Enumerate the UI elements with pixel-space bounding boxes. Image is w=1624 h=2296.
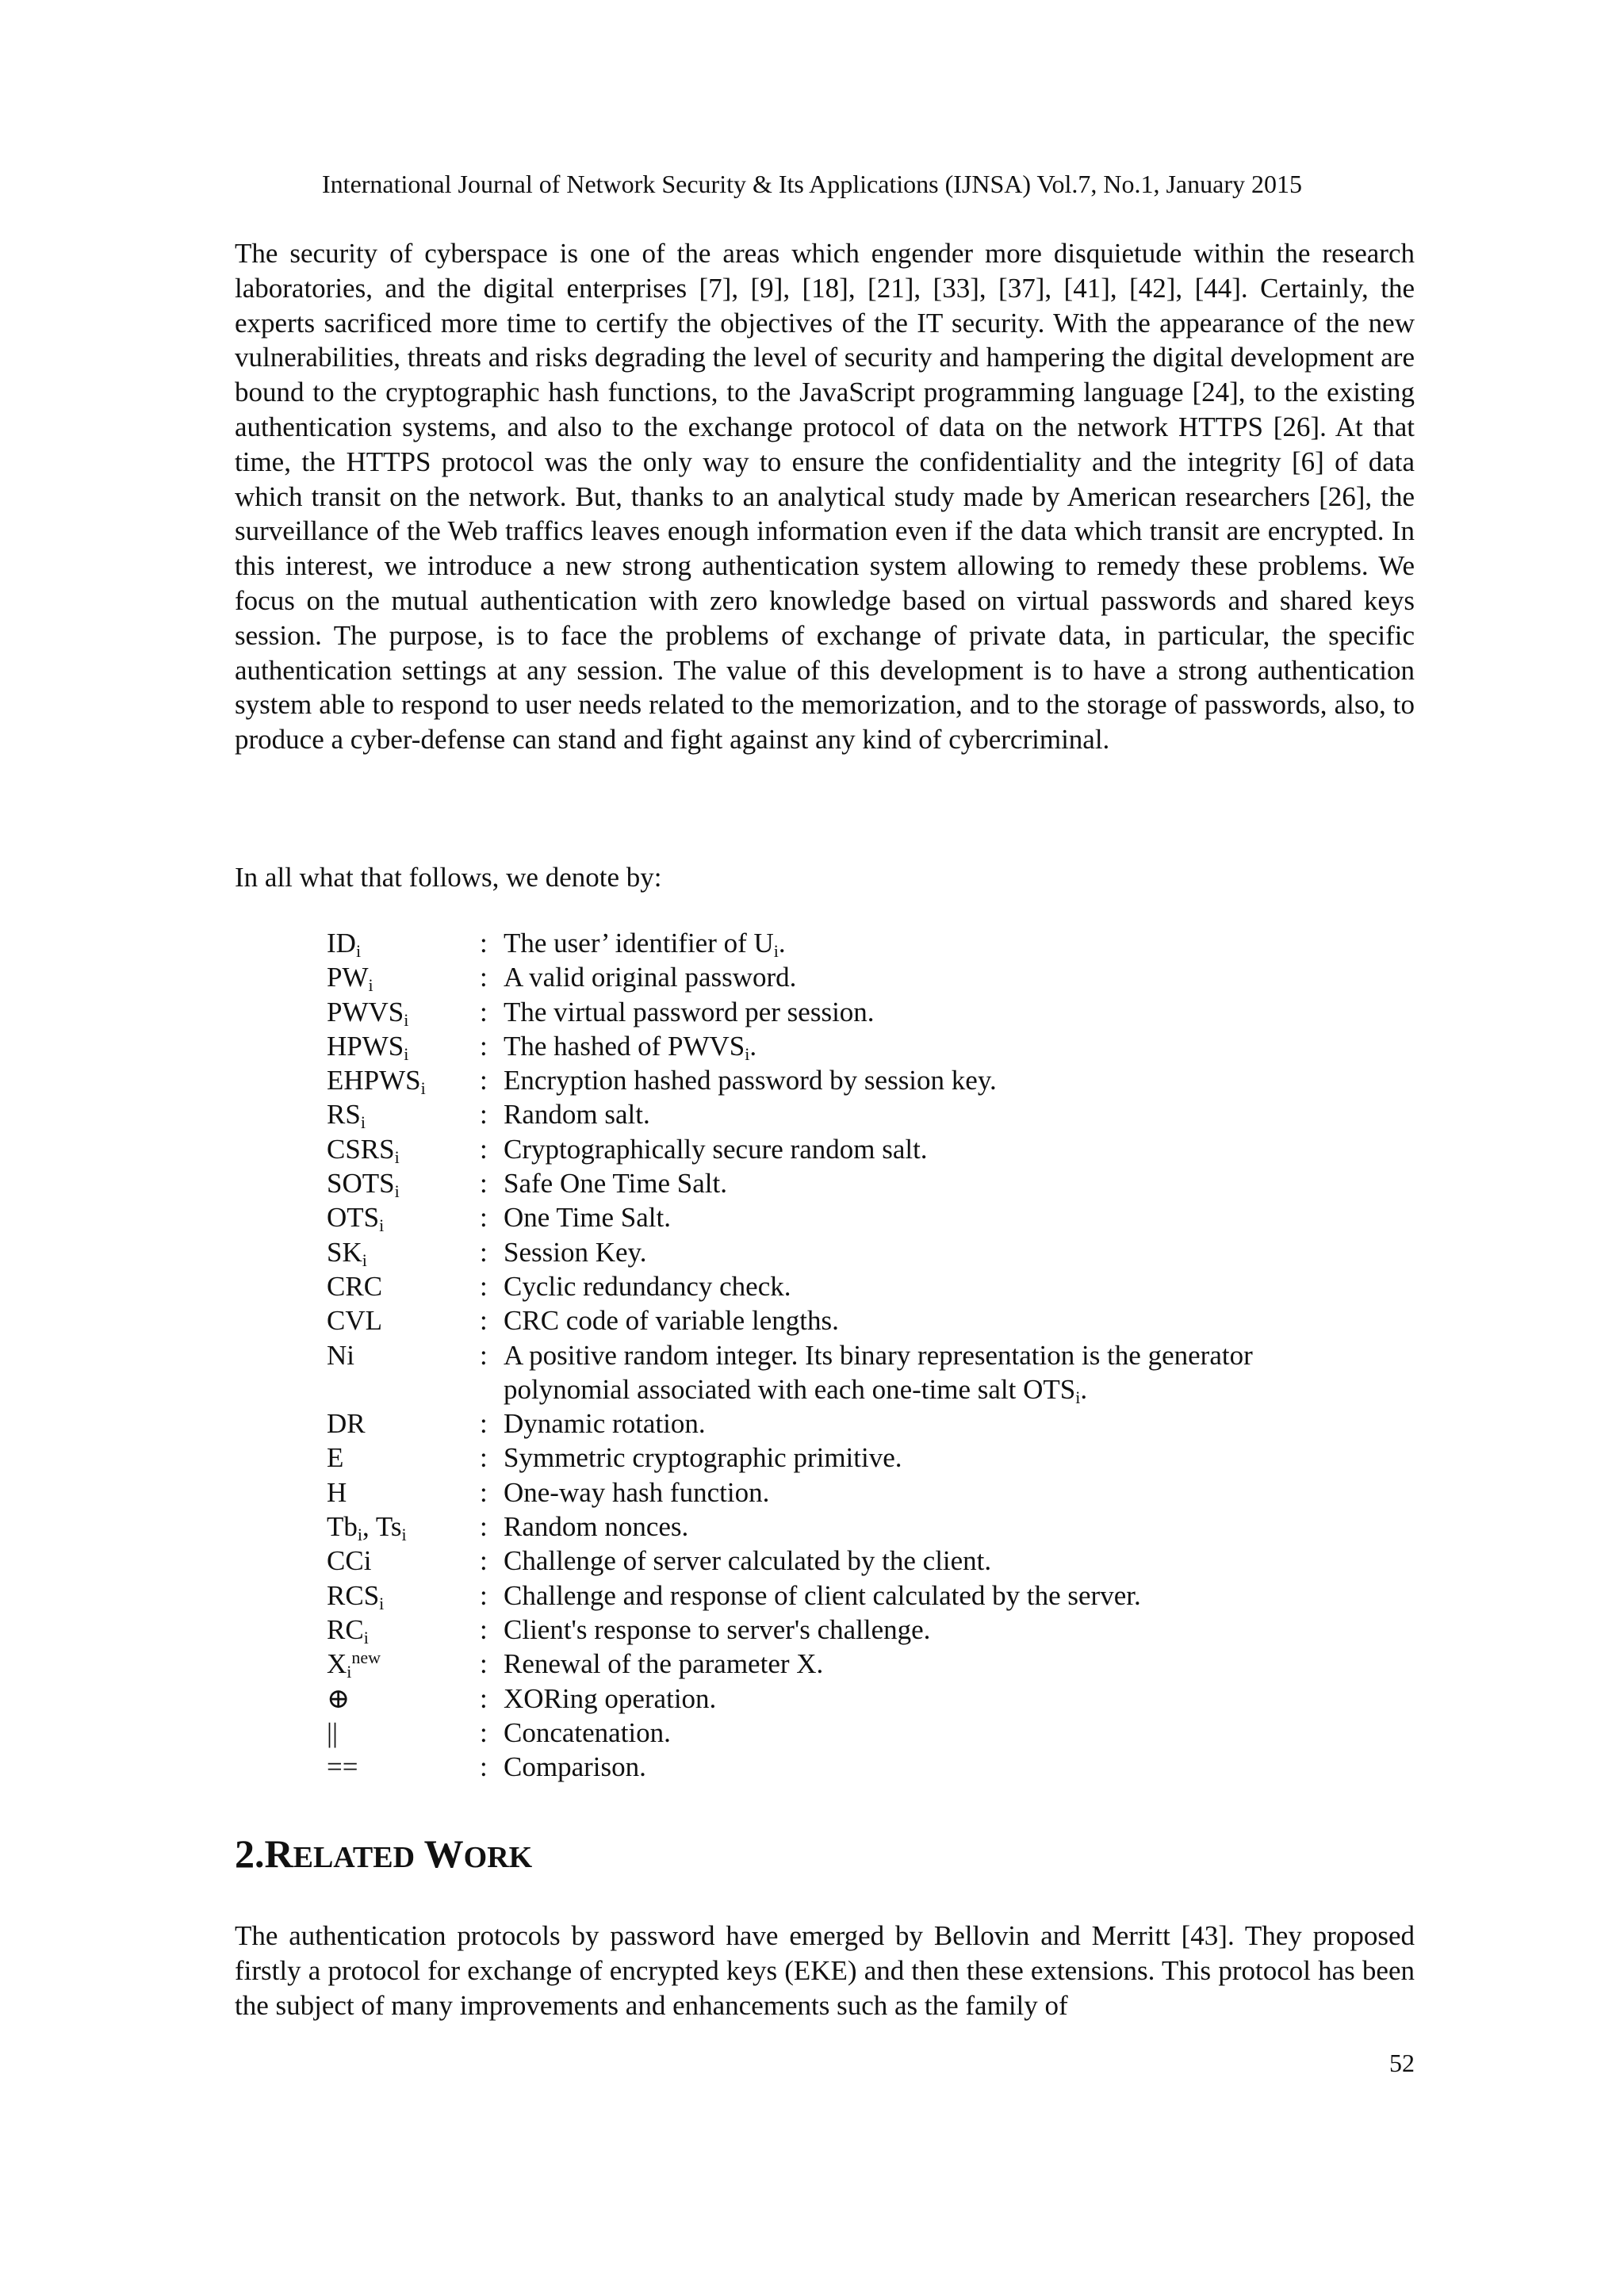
notation-symbol: $SOTS_i$ (327, 1168, 400, 1202)
notation-symbol: ⊕ (327, 1682, 350, 1714)
colon: : (480, 1236, 488, 1268)
symbol-superscript: new (351, 1647, 381, 1668)
notation-symbol: H (327, 1476, 347, 1508)
symbol-subscript: i (404, 1009, 409, 1030)
symbol-subscript: i (362, 1249, 367, 1270)
notation-symbol: $ID_i$ (327, 928, 362, 961)
notation-row (327, 1097, 1421, 1131)
notation-row (327, 1716, 1421, 1750)
notation-symbol: $EHPWS_i$ (327, 1065, 426, 1099)
notation-row (327, 1166, 1421, 1200)
notation-row (327, 1544, 1421, 1578)
colon: : (480, 1716, 488, 1748)
notation-row (327, 1647, 1421, 1681)
intro-paragraph: The security of cyberspace is one of the areas which engender more disquietude within the research laboratories, and the digital enterprises [7], [9], [18], [21], [33], [37], [41], [42], [44]. Certainly, the experts sacrificed more time to certify the objectives of the IT security. With the appearance of the new vulnerabilities, threats and risks degrading the level of security and hampering the digital development are bound to the cryptographic hash functions, to the JavaScript programming language [24], to the existing authentication systems, and also to the exchange protocol of data on the network HTTPS [26]. At that time, the HTTPS protocol was the only way to ensure the confidentiality and the integrity [6] of data which transit on the network. But, thanks to an analytical study made by American researchers [26], the surveillance of the Web traffics leaves enough information even if the data which transit are encrypted. In this interest, we introduce a new strong authentication system allowing to remedy these problems. We focus on the mutual authentication with zero knowledge based on virtual passwords and shared keys session. The purpose, is to face the problems of exchange of private data, in particular, the specific authentication settings at any session. The value of this development is to have a strong authentication system able to respond to user needs related to the memorization, and to the storage of passwords, also, to produce a cyber-defense can stand and fight against any kind of cybercriminal. (235, 238, 1415, 756)
notation-row (327, 926, 1421, 960)
notation-symbol: || (327, 1716, 339, 1748)
section-heading: 2.RELATED WORK (235, 1831, 533, 1876)
colon: : (480, 1682, 488, 1714)
notation-symbol: $SK_i$ (327, 1236, 367, 1270)
notation-symbol: CCi (327, 1545, 372, 1577)
symbol-subscript: i (379, 1215, 385, 1236)
colon: : (480, 928, 488, 959)
symbol-subscript: i (363, 1627, 369, 1647)
colon: : (480, 1168, 488, 1200)
definition-subscript: i (745, 1043, 750, 1064)
colon: : (480, 1579, 488, 1611)
notation-symbol: $Tb_i$, $Ts_i$ (327, 1511, 407, 1545)
notation-list (327, 926, 1421, 1784)
colon: : (480, 1545, 488, 1577)
notation-symbol: CRC (327, 1270, 383, 1302)
notation-symbol: $RS_i$ (327, 1099, 366, 1133)
notation-row (327, 1063, 1421, 1097)
notation-definition: : Client's response to server's challenge. (480, 1613, 1421, 1647)
notation-definition: : Cyclic redundancy check. (480, 1269, 1421, 1303)
symbol-subscript: i (357, 1525, 363, 1545)
notation-row (327, 960, 1421, 994)
colon: : (480, 1305, 488, 1337)
notation-definition: : A valid original password. (480, 960, 1421, 994)
notation-definition: : The virtual password per session. (480, 995, 1421, 1029)
notation-row (327, 1750, 1421, 1784)
symbol-subscript: i (401, 1525, 407, 1545)
colon: : (480, 1270, 488, 1302)
notation-symbol: $RC_i$ (327, 1613, 369, 1647)
colon: : (480, 1613, 488, 1645)
notation-symbol: $HPWS_i$ (327, 1030, 409, 1064)
notation-row (327, 1406, 1421, 1441)
notation-definition: : The user’ identifier of $U_i$. (480, 928, 786, 961)
notation-definition: : Renewal of the parameter X. (480, 1647, 1421, 1681)
colon: : (480, 1339, 488, 1371)
colon: : (480, 1511, 488, 1543)
notation-symbol: $PWVS_i$ (327, 996, 409, 1030)
notation-symbol: E (327, 1442, 344, 1474)
notation-definition: : Cryptographically secure random salt. (480, 1132, 1421, 1166)
notation-definition: : Encryption hashed password by session key. (480, 1063, 1421, 1097)
symbol-subscript: i (420, 1078, 426, 1099)
colon: : (480, 1476, 488, 1508)
notation-symbol: $X_i^{new}$ (327, 1647, 381, 1682)
notation-symbol: $OTS_i$ (327, 1202, 385, 1236)
notation-row (327, 1441, 1421, 1475)
colon: : (480, 962, 488, 993)
notation-symbol: DR (327, 1408, 366, 1440)
symbol-subscript: i (360, 1112, 366, 1133)
running-header: International Journal of Network Security & Its Applications (IJNSA) Vol.7, No.1, January 2015 (322, 170, 1302, 198)
notation-definition: : Concatenation. (480, 1716, 1421, 1750)
notation-symbol: $RCS_i$ (327, 1579, 385, 1613)
notation-row (327, 1338, 1421, 1407)
notation-definition: : Challenge and response of client calculated by the server. (480, 1578, 1421, 1613)
notation-definition: : Comparison. (480, 1750, 1421, 1784)
notation-symbol: CVL (327, 1305, 382, 1337)
colon: : (480, 1408, 488, 1440)
notation-definition: : The hashed of $PWVS_i$. (480, 1030, 757, 1064)
notation-row (327, 1682, 1421, 1716)
notation-definition: : Session Key. (480, 1235, 1421, 1269)
notation-definition: : XORing operation. (480, 1682, 1421, 1716)
notation-definition: : Random nonces. (480, 1510, 1421, 1544)
colon: : (480, 1648, 488, 1680)
symbol-subscript: i (394, 1181, 400, 1202)
notation-row (327, 1029, 1421, 1063)
notation-row (327, 1200, 1421, 1234)
definition-continuation: polynomial associated with each one-time salt $OTS_i$. (504, 1373, 1088, 1407)
notation-row (327, 1235, 1421, 1269)
notation-symbol: == (327, 1751, 358, 1783)
notation-definition: : Random salt. (480, 1097, 1421, 1131)
notation-row (327, 1475, 1421, 1510)
colon: : (480, 1202, 488, 1234)
notation-row (327, 1269, 1421, 1303)
notation-row (327, 1510, 1421, 1544)
notation-definition: : One Time Salt. (480, 1200, 1421, 1234)
notation-definition: : One-way hash function. (480, 1475, 1421, 1510)
notation-symbol: $PW_i$ (327, 962, 373, 996)
notation-symbol: Ni (327, 1339, 354, 1371)
colon: : (480, 996, 488, 1027)
definition-subscript: i (1075, 1387, 1081, 1407)
notation-row (327, 1578, 1421, 1613)
notation-definition: : A positive random integer. Its binary representation is the generator polynomial associated with each one-time salt $OTS_i$. (480, 1338, 1421, 1407)
notation-definition: : Symmetric cryptographic primitive. (480, 1441, 1421, 1475)
colon: : (480, 1065, 488, 1096)
notation-row (327, 1132, 1421, 1166)
notation-symbol: $CSRS_i$ (327, 1133, 400, 1167)
colon: : (480, 1133, 488, 1165)
symbol-subscript: i (368, 975, 373, 996)
colon: : (480, 1099, 488, 1131)
notation-definition: : Dynamic rotation. (480, 1406, 1421, 1441)
notation-row (327, 995, 1421, 1029)
colon: : (480, 1030, 488, 1062)
colon: : (480, 1751, 488, 1783)
symbol-subscript: i (355, 941, 362, 961)
symbol-subscript: i (379, 1593, 385, 1613)
notation-row (327, 1613, 1421, 1647)
notation-row (327, 1303, 1421, 1337)
page-number: 52 (1389, 2049, 1415, 2077)
definition-subscript: i (773, 941, 779, 961)
colon: : (480, 1442, 488, 1474)
notation-intro: In all what that follows, we denote by: (235, 862, 662, 893)
notation-definition: : Safe One Time Salt. (480, 1166, 1421, 1200)
notation-definition: : Challenge of server calculated by the client. (480, 1544, 1421, 1578)
symbol-subscript: i (394, 1146, 400, 1167)
symbol-subscript: i (404, 1043, 409, 1064)
notation-definition: : CRC code of variable lengths. (480, 1303, 1421, 1337)
symbol-subscript: i (347, 1662, 352, 1682)
related-work-paragraph: The authentication protocols by password have emerged by Bellovin and Merritt [43]. They proposed firstly a protocol for exchange of encrypted keys (EKE) and then these extensions. This protocol has been the subject of many improvements and enhancements such as the family of (235, 1920, 1415, 2021)
